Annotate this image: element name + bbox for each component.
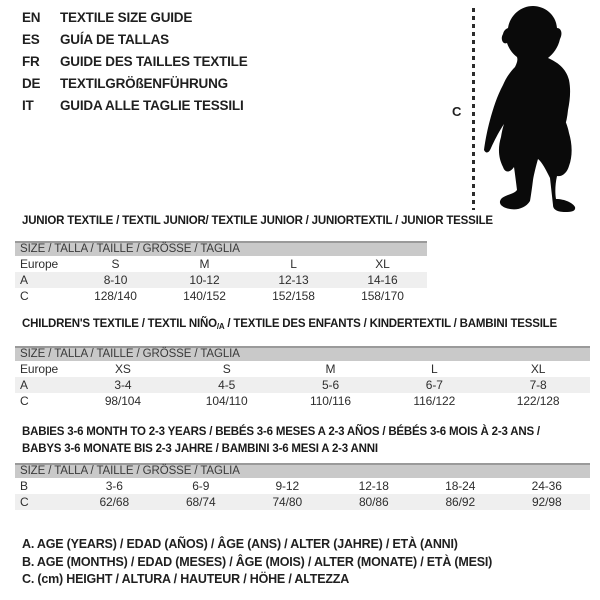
size-header-bar: SIZE / TALLA / TAILLE / GRÖSSE / TAGLIA	[15, 463, 590, 478]
language-code: FR	[22, 54, 40, 69]
section-title-children-pre: CHILDREN'S TEXTILE / TEXTIL NIÑO	[22, 318, 217, 330]
size-cell: 92/98	[531, 495, 562, 509]
babies-textile-section	[15, 424, 590, 510]
table-row	[15, 256, 427, 272]
size-cell: L	[290, 257, 297, 271]
language-label: GUÍA DE TALLAS	[60, 32, 169, 47]
size-cell: XS	[114, 362, 131, 376]
baby-silhouette-icon	[477, 3, 599, 213]
language-code: EN	[22, 10, 41, 25]
junior-textile-section	[15, 215, 493, 304]
language-label: TEXTILE SIZE GUIDE	[60, 10, 193, 25]
size-cell: 18-24	[445, 479, 476, 493]
size-cell: 104/110	[205, 394, 248, 408]
table-row	[15, 393, 590, 409]
size-cell: 140/152	[183, 289, 226, 303]
language-code: DE	[22, 76, 41, 91]
measure-legend	[22, 536, 492, 589]
size-cell: 110/116	[310, 394, 351, 408]
language-code: IT	[22, 98, 34, 113]
height-measure-label: C	[452, 104, 462, 119]
size-cell: 5-6	[321, 378, 340, 392]
size-cell: 8-10	[103, 273, 128, 287]
size-cell: 80/86	[358, 495, 389, 509]
size-cell: 116/122	[413, 394, 456, 408]
language-item	[22, 7, 248, 29]
language-label: GUIDE DES TAILLES TEXTILE	[60, 54, 248, 69]
legend-line: B. AGE (MONTHS) / EDAD (MESES) / ÂGE (MOIS) / ALTER (MONATE) / ETÀ (MESI)	[22, 554, 493, 569]
size-cell: 62/68	[99, 495, 130, 509]
size-cell: 98/104	[104, 394, 141, 408]
row-label: B	[20, 479, 28, 493]
language-label: GUIDA ALLE TAGLIE TESSILI	[60, 98, 244, 113]
size-cell: 24-36	[531, 479, 562, 493]
language-code: ES	[22, 32, 40, 47]
size-cell: 14-16	[367, 273, 398, 287]
size-cell: 74/80	[272, 495, 303, 509]
table-row	[15, 272, 427, 288]
size-cell: 4-5	[218, 378, 236, 392]
table-row	[15, 494, 590, 510]
table-row	[15, 288, 427, 304]
row-label: Europe	[20, 257, 59, 271]
section-title-children	[15, 318, 590, 333]
size-cell: S	[222, 362, 231, 376]
section-title-children-post: / TEXTILE DES ENFANTS / KINDERTEXTIL / BAMBINI TESSILE	[224, 318, 557, 330]
section-title-junior: JUNIOR TEXTILE / TEXTIL JUNIOR/ TEXTILE JUNIOR / JUNIORTEXTIL / JUNIOR TESSILE	[22, 215, 493, 227]
table-row	[15, 377, 590, 393]
size-cell: L	[431, 362, 438, 376]
table-row	[15, 361, 590, 377]
language-item	[22, 51, 248, 73]
language-label: TEXTILGRÖßENFÜHRUNG	[60, 76, 228, 91]
language-item	[22, 95, 248, 117]
legend-line: A. AGE (YEARS) / EDAD (AÑOS) / ÂGE (ANS) / ALTER (JAHRE) / ETÀ (ANNI)	[22, 537, 458, 551]
size-cell: 9-12	[275, 479, 300, 493]
size-cell: 128/140	[94, 289, 137, 303]
size-cell: 6-9	[192, 479, 210, 493]
row-label: C	[20, 289, 29, 303]
section-title-children-sub: /A	[216, 322, 225, 331]
row-label: A	[20, 273, 28, 287]
size-cell: 6-7	[425, 378, 443, 392]
size-cell: 152/158	[272, 289, 315, 303]
size-header-bar: SIZE / TALLA / TAILLE / GRÖSSE / TAGLIA	[15, 241, 427, 256]
size-header-bar: SIZE / TALLA / TAILLE / GRÖSSE / TAGLIA	[15, 346, 590, 361]
size-cell: 86/92	[445, 495, 476, 509]
size-cell: M	[199, 257, 210, 271]
language-item	[22, 73, 248, 95]
size-cell: S	[111, 257, 120, 271]
height-dotted-line	[472, 8, 475, 210]
section-title-babies-line2: BABYS 3-6 MONATE BIS 2-3 JAHRE / BAMBINI 3-6 MESI A 2-3 ANNI	[22, 443, 378, 455]
size-cell: 3-6	[105, 479, 123, 493]
legend-line: C. (cm) HEIGHT / ALTURA / HAUTEUR / HÖHE / ALTEZZA	[22, 572, 350, 586]
row-label: A	[20, 378, 28, 392]
language-list	[22, 7, 248, 117]
size-cell: 3-4	[114, 378, 132, 392]
section-title-babies	[15, 424, 590, 458]
size-cell: M	[325, 362, 336, 376]
table-row	[15, 478, 590, 494]
section-title-babies-line1: BABIES 3-6 MONTH TO 2-3 YEARS / BEBÉS 3-6 MESES A 2-3 AÑOS / BÉBÉS 3-6 MOIS À 2-3 ANS /	[22, 426, 540, 438]
language-item	[22, 29, 248, 51]
row-label: C	[20, 394, 29, 408]
size-cell: 12-13	[278, 273, 309, 287]
size-cell: 158/170	[361, 289, 404, 303]
children-size-table	[15, 361, 590, 409]
size-cell: XL	[530, 362, 546, 376]
size-cell: 68/74	[185, 495, 216, 509]
size-cell: 122/128	[516, 394, 560, 408]
row-label: Europe	[20, 362, 59, 376]
junior-size-table	[15, 256, 427, 304]
size-cell: 10-12	[189, 273, 220, 287]
size-cell: 7-8	[529, 378, 547, 392]
size-cell: XL	[375, 257, 390, 271]
children-textile-section	[15, 318, 590, 409]
babies-size-table	[15, 478, 590, 510]
row-label: C	[20, 495, 29, 509]
size-cell: 12-18	[358, 479, 389, 493]
